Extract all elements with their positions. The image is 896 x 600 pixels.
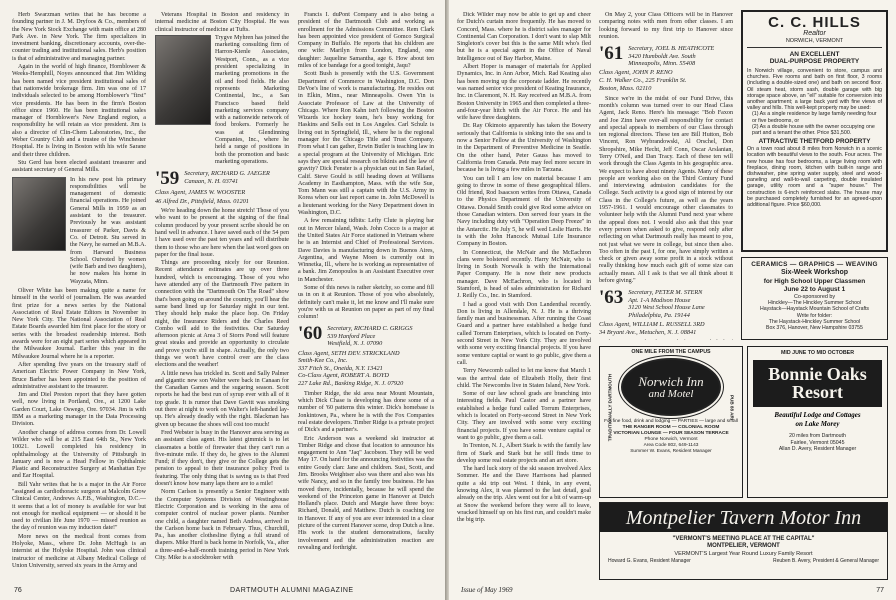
- paragraph: You can tell I am low on material because I am going to throw in some of these geographical fillers. Old friend, Rod Isaacson writes from Ottawa, Canada to the Physics Department of the University of Ottawa. Donald Smith could give Rod some advice on those Canadian winters. Don served four years in the Navy including duty with "Operation Deep Freeze" in the Antarctic. He July 5, he will wed Leslie Harris. He is with the John Hancock Mutual Life Insurance Company in Boston.: [457, 175, 591, 248]
- class-secretary-city: Philadelphia, Pa. 19144: [628, 311, 690, 319]
- class-year: '60: [298, 323, 323, 345]
- page-number-right: 77: [876, 587, 884, 594]
- paragraph: Veterans Hospital in Boston and residency in internal medicine at Boston City Hospital. He was clinical instructor of medicine at Tufts.: [155, 12, 289, 33]
- cc-hills-realtor-ad: [741, 10, 888, 252]
- ad-line: for High School Upper Classmen: [763, 277, 866, 285]
- class-secretary-city: Westfield, N. J. 07090: [327, 340, 383, 348]
- paragraph: Bill Yahr writes that he is a major in the Air Force "assigned as cardiothoracic surgeon at Malcolm Grow Clinical Center, Andrews A.F.B., Washington, D.C.—it seems that a lot of money is available for war but not enough for medical equipment — or should it be used to civilian life June 1970 — missed reunion as the day of reunion was my induction date!": [12, 481, 146, 532]
- ad-body: In Norwich village, convenient to store, campus and churches. Five rooms and bath on first floor, 3 rooms (including a double-sized one) and bath on second floor. Oil steam heat, storm sash, double garage with big storage space above, an "ell" suitable for conversion into another apartment; a large back yard with fine views of valley and hills. This well-kept property may be used:: [747, 68, 882, 112]
- paragraph: Since we're in the midst of our Fund Drive, this month's column was turned over to our Head Class Agent, Jack Reno. Here's his message: "Bob Faxon and Joe Zinn have over-all responsibility for contact and special appeals to members of our Class through ten regional directors. These ten are Bill Hutton, Bob Vincent, Ron Wybrandowski, Al Orschel, Don Shropshire, Mike Hecht, Jeff Conn, Oscar Arslanian, Terry O'Neil, and Dan Tracy. Each of these ten will work through the Class Agents in his geographic area. We expect to have about ninety Agents. Many of these people are working also on the Third Century Fund and interviewing admission candidates for the College. Such activity is a good sign of interest by our Class in the College's future, as well as the years 1957-1961. I would encourage other classmates to volunteer help with the Alumni Fund next year where the appeal does not. I would also ask that this year every person when asked to give, respond only after reflecting on what Dartmouth really has meant to you, not just what we were in college, but since then also. Too often in the past I, for one, have simply written a check or given away some profit in a stock without really thinking how much each gift of some size can actually mean. All I ask is that we all think about it before giving.": [599, 95, 733, 285]
- ad-headline: CERAMICS — GRAPHICS — WEAVING: [751, 261, 878, 268]
- class-heading-1963: [599, 289, 733, 319]
- paragraph: Oliver White has been making quite a name for himself in the world of journalism. He was awarded first prize for a news series by the National Association of Real Estate Editors in November in New York City. The National Association of Real Estate Boards awarded him first place for the story or series with the broadest readership interest. Both awards were for an eight part series which appeared in the Milwaukee Journal. Earlier this year in the Milwaukee Journal where he is a reporter.: [12, 287, 146, 360]
- paragraph: Norm Carlson is presently a Senior Engineer with the Computer Systems Division of Westinghouse Electric Corporation and is working in the area of computer control of nuclear power plants. Number one child, a daughter named Beth Andrea, arrived in the Carlson home back in February. Thus, Churchill, Pa., has another clothesline flying a full strand of diapers. Mike Hurd is back home in Norfolk, Va., after a three-and-a-half-month training period in New York City. Mike is a stockbroker with: [155, 489, 289, 561]
- ad-line: Howard G. Evans, Resident Manager: [608, 557, 691, 564]
- ceramics-workshop-ad: [741, 257, 888, 340]
- ad-option: (2) As a double house with the owner occupying one part and a tenant the other. Price $31,500.: [752, 123, 875, 137]
- paragraph: More news on the medical front comes from Holyoke, Mass., where Dr. John McHugh is an internist at the Holyoke Hospital. John was clinical instructor of medicine at Albany Medical College of Union University, served six years in the Army and: [12, 533, 146, 569]
- ad-dates: June 22 to August 1: [783, 285, 846, 293]
- class-agent: Class Agent, SETH DEV. STRICKLAND: [298, 349, 400, 357]
- paragraph: Terry Newcomb called to let me know that March 1 was the arrival date of Elizabeth Holly, their first child. The Newcombs live in Staten Island, New York.: [457, 368, 591, 389]
- paragraph: Francis I. duPont Company and is also being a president of the Dartmouth Club and working as enrollment for the Admissions Committee. Rem Clark has been appointed vice president of Gomco Surgical Company in Buffalo. He reports that his children are one wife: Marilyn from London, England, one daughter: Jaqueline Samantha, age 6. How about ten miles of ice bandage for a good tonight, Jaqu?: [298, 12, 434, 70]
- ad-line: Area Code 802, 649-1143: [643, 443, 699, 448]
- right-column-2: [599, 12, 733, 340]
- ad-line: Fairlee, Vermont 05045: [790, 439, 845, 446]
- class-agent-address: 34 Bryant Ave., Metuchen, N. J. 08841: [599, 329, 697, 337]
- bonnie-oaks-logo-box: [753, 360, 882, 407]
- paragraph: In Connecticut, the McNair and the McEachron clans were bolstered recently. Harry McNair, who is living in South Norwalk is with the International Paper Company. He is now their new products manager. Dave McEachron, who is located in Stamford, is head of sales administration for Richard J. Reilly Co., Inc. in Stamford.: [457, 249, 591, 300]
- running-footer: DARTMOUTH ALUMNI MAGAZINE: [230, 587, 354, 594]
- paragraph: In Trenton, N. J., Albert Stark is with the family law firm of Stark and Stark but he still finds time to develop some real estate projects and an art store.: [457, 443, 591, 464]
- montpelier-name-banner: [600, 503, 887, 532]
- left-column-1: [12, 12, 146, 577]
- class-secretary-address: Apt. 1-A Madison House: [628, 296, 691, 304]
- class-secretary: Secretary, RICHARD G. JAEGER: [184, 170, 270, 178]
- co-class-agent-address: 227 Lake Rd., Basking Ridge, N. J. 07920: [298, 380, 404, 388]
- page-number-left: 76: [14, 587, 22, 594]
- paragraph: Some of our law school grads are branching into interesting fields. Paul Castor and a partner have established a hedge fund called Torrum Enterprises, which is located on Forty-second Street in New York City. They are involved with some very exciting financial projects. If you have some venture capital or want to go public, give them a call.: [457, 391, 591, 441]
- paragraph: Another change of address comes from Dr. Lowell Wilder who will be at 215 East 64th St., New York 10021. Lowell completed his residency in ophthalmology at the University of Pittsburgh in January and is now a Head Fellow in Ophthalmic Plastic and Reconstructive Surgery at Manhattan Eye and Ear Hospital.: [12, 429, 146, 480]
- paragraph: Some of this news is rather sketchy, so come and fill us in on it at Reunion. Those of you who absolutely, definitely can't make it, let me know and I'll make sure you're with us at Reunion on paper as part of my final column!: [298, 284, 434, 321]
- ad-side-label: TRADITIONALLY DARTMOUTH: [607, 373, 613, 442]
- ad-line: "VERMONT'S MEETING PLACE AT THE CAPITAL": [672, 536, 815, 542]
- ad-line: Beautiful Lodge and Cottages: [774, 411, 861, 419]
- ad-line: The Haystack-Hinckley Summer School: [768, 318, 861, 325]
- class-agent: Class Agent, WILLIAM L. RUSSELL 3RD: [599, 320, 705, 328]
- paragraph: We're heading down the home stretch! Those of you who want to be present at the signing of the final column produced by your present scribe should be on hand well in advance. I have saved each of the 54 pen I have used over the past ten years and will distribute them to those who are here when the last word goes on paper for the final issue.: [155, 208, 289, 258]
- ad-heading: AN EXCELLENT: [789, 51, 840, 58]
- ad-line: VERMONT'S Largest Year Round Luxury Family Resort: [674, 550, 813, 557]
- class-year: '59: [155, 168, 180, 190]
- ad-location: NORWICH, VERMONT: [747, 38, 882, 48]
- bonnie-oaks-resort-ad: [747, 346, 888, 498]
- class-secretary-address: Canaan, N. H. 03741: [184, 177, 239, 185]
- class-heading-1961: [599, 45, 733, 67]
- ad-line: THE RANGER ROOM — COLONIAL ROOM: [622, 425, 720, 430]
- motor-inn-name: Montpelier Tavern Motor Inn: [625, 507, 862, 529]
- paragraph: I had a good visit with Don Landenthal recently. Don is living in Allendale, N. J. He is a thriving family man and businessman. After running the Coast Guard and a partner have established a hedge fund called Torrum Enterprises, which is located on Forty-second Street in New York City. They are involved with some very exciting financial projects. If you have some venture capital or want to go public, give them a call.: [457, 301, 591, 366]
- paragraph: Timber Ridge, the ski area near Mount Mountain, which Dick Chase is developing has done some of a number of '60 patterns this winter. Dick's homebase is Jonkintown, Pa., where he is with the Fox Companies real estate developers. Timber Ridge is a private project of Dick's and a partner's.: [298, 390, 434, 434]
- class-secretary: Secretary, PETER M. STERN: [628, 289, 703, 297]
- paragraph: Trygve Myhren has joined the marketing consulting firm of Harron-Kienle Associates, Westport, Conn., as a vice president specializing in marketing promotions in the oil and food fields. He also represents Marketing Continental, Inc., a San Francisco based field marketing services company with a nationwide network of food brokers. Formerly he was at Glendinning Companies, Inc., where he held a range of positions in both the promotion and basic marketing operations.: [215, 34, 289, 165]
- paragraph: Herb Swarzman writes that he has become a founding partner in J. M. Dryfoos & Co., members of the New York Stock Exchange with main office at 280 Park Ave. in New York. The firm specializes in investment banking, discretionary accounts, over-the-counter trading and institutional sales. Herb's position is that of administrative and managing partner.: [12, 12, 146, 62]
- ad-line: 20 miles from Dartmouth: [789, 433, 846, 439]
- ad-line: Co-sponsored by: [793, 293, 836, 300]
- paragraph: Stu Gerd has been elected assistant treasurer and assistant secretary of General Mills.: [12, 159, 146, 174]
- class-agent-address: 46 Alfred Dr., Pittsfield, Mass. 01201: [155, 197, 249, 205]
- ad-line: MONTPELIER, VERMONT: [707, 543, 780, 549]
- paragraph: Dr. Ray Okimoto apparently has taken the Bowery seriously that California is sinking into the sea and is now a Senior Fellow at the University of Washington in the Department of Preventive Medicine in Seattle. On the other hand, Peter Gauss has moved to California from Canada. Pete may feel more secure in because he is living a few miles in Tarzana.: [457, 123, 591, 174]
- paragraph: Dick Wilder may now be able to get up and cheer for Dutch's curtain more frequently. He has moved to Concord, Mass. where he is district sales manager for Continental Can Corporation. I don't want to slap Milt Singleton's cover but this is the same Milt who's fled but he is a special agent in the Office of Naval Intelligence out of Bay Harbor, Maine.: [457, 12, 591, 62]
- ad-top-line: ONE MILE FROM THE CAMPUS: [631, 349, 711, 355]
- ad-top-line: MID JUNE TO MID OCTOBER: [780, 350, 855, 356]
- class-secretary-address: 3420 Humboldt Ave. South: [628, 52, 696, 60]
- class-year: '63: [599, 287, 624, 309]
- co-class-agent: Co-Class Agent, ROBERT A. BOYD: [298, 371, 389, 379]
- inn-sign: [621, 358, 721, 416]
- ad-line: Phone Norwich, Vermont: [644, 437, 698, 442]
- paragraph: In his new post his primary responsibilities will be management of domestic financial operations. He joined General Mills in 1959 as an assistant to the treasurer. Previously he was assistant treasurer of Parker, Davis & Co. of Detroit. Stu served in the Navy, he earned an M.B.A. from Harvard Business School. Outvoted by women (wife Barb and two daughters), he now makes his home in Wayzata, Minn.: [70, 176, 146, 285]
- resort-name: Bonnie Oaks: [768, 364, 867, 384]
- class-agent: Class Agent, JAMES W. WOOSTER: [155, 189, 246, 197]
- class-secretary-address: 539 Hanford Place: [327, 332, 376, 340]
- paragraph: On May 2, your Class Officers will be in Hanover comparing notes with men from other classes. I am looking forward to my first trip to Hanover since reunion.: [599, 12, 733, 40]
- inn-name: Norwich Inn: [638, 373, 704, 389]
- ad-title: C. C. HILLS: [768, 14, 861, 31]
- ad-line: For fine food, drink and lodging — PARTIES — large and small: [604, 419, 738, 424]
- paragraph: A few remaining tidbits: Lefty Clute is playing bar out in Mercer Island, Wash. John Cocco is a major at the United States Air Force stationed in Vietnam where he is an Internist and Chief of Professional Services. Dave Davies is manufacturing down in Buenos Aires, Argentina, and Wayne Moen is currently out in Winnetka, Ill., where he is working as representative of a bank. Jim Zenopoulos is an Assistant Executive over in Manchester.: [298, 218, 434, 283]
- class-secretary-city: Minneapolis, Minn. 55408: [628, 60, 696, 67]
- paragraph: Things are proceeding nicely for our Reunion. Recent attendance estimates are up over three hundred, which is encouraging. Those of you who have attended any of the Dartmouth Five pattern in connection with the "Dartmouth On The Road" show that's been going on around the country, you'll hear the same band lined up for Saturday night in our tent. They should help make the place hop. On Friday night, the Insurance Riders and the Charles Reed Combo will add to the festivities. Our Saturday afternoon picnic at Area 3 of Storrs Pond will feature great steaks and provide an opportunity to circulate and prove you're still in shape. Actually, the only two things we won't have control over are the class elections and the weather!: [155, 260, 289, 369]
- paragraph: A little news has trickled in. Scott and Sally Palmer and gigantic new son Walter were back in Canaan for the Canadian Games and the sugaring season. Scott reports he had the best run of syrup ever with all of it top grade. It is rumor that Dave Gavitt was smoking out there at night to work on Walter's left-handed lay-up. He's already deadly with the right. Blackman has given up because the shoes will cost too much!: [155, 370, 289, 428]
- class-secretary: Secretary, JOEL B. HEATHCOTE: [628, 45, 715, 53]
- paragraph: Again in the world of high finance, Hornblower & Weeks-Hemphill, Noyes announced that Jim Wilding has been named vice president institutional sales of that nationwide brokerage firm. Jim was one of 17 individuals selected to be among Hornblower's "first" vice presidents. He has been in the firm's Boston office since 1960. He has been institutional sales manager of Hornblower's New England region, a responsibility he will retain as vice president. Jim is also a director of Clin-Chem Laboratories, Inc., the Weber Country Club and a trustee of the Winchester Hospital. He is living in Boston with his wife Sarane and their three children.: [12, 64, 146, 158]
- class-agent-company: Smith-Kee Co., Inc.: [298, 357, 348, 365]
- class-agent: Class Agent, JOHN P. RENO: [599, 69, 673, 77]
- class-agent-address: 337 Fitch St., Oneida, N.Y. 13421: [298, 364, 383, 372]
- class-heading-1960: [298, 325, 434, 347]
- ad-line: Write for folder:: [796, 312, 833, 319]
- ad-line: Hinckley—The Hinckley Summer School: [767, 300, 862, 306]
- ad-line: Summer W. Evans, Resident Manager: [630, 449, 712, 454]
- paragraph: After spending five years on the treasury staff of American Electric Power Company in New York, Bruce Barber has been appointed to the position of administrative assistant to the treasurer.: [12, 361, 146, 390]
- montpelier-tavern-ad: [599, 502, 888, 580]
- class-agent-city: Boston, Mass. 02110: [599, 85, 652, 93]
- ad-heading: ATTRACTIVE THETFORD PROPERTY: [758, 138, 871, 146]
- paragraph: Albert Hoper is manager of materials for Applied Dynamics, Inc. in Ann Arbor, Mich. Rad Keating also has been moving up the corporate ladder. He recently was named senior vice president of Keating Insurance, Inc. in Claremont, N. H. Ray received an M.B.A. from Boston University in 1965 and then completed a three-and-four-year hitch with the Air Force. He and his wife have three daughters.: [457, 64, 591, 122]
- inn-name: and Motel: [648, 387, 694, 400]
- ad-line: Reuben B. Avery, President & General Manager: [773, 557, 879, 564]
- class-year: '61: [599, 43, 624, 65]
- norwich-inn-ad: [599, 346, 743, 498]
- ad-line: on Lake Morey: [795, 420, 840, 428]
- left-column-3: [298, 12, 434, 577]
- ad-side-label: PUB 88 ARI: [729, 394, 735, 421]
- ad-line: Allan D. Avery, Resident Manager: [778, 446, 857, 452]
- ad-line: Box 376, Hanover, New Hampshire 03755: [766, 325, 863, 332]
- ad-body: On a town road about 8 miles from Norwich in a scenic location with beautiful views to the south. Four acres. The new house has four bedrooms, a large living room with fireplace, dining room, kitchen with built-in range and dishwasher, pine spring water supply, steel and wood-paneling and wall-to-wall carpeting, double insulated garage, utility room and a "super house." The construction is 6-inch reinforced slabs. The house may be purchased completely furnished for an agreed-upon additional figure. Price $60,000.: [747, 146, 882, 209]
- class-secretary-street: 3120 West School House Lane: [628, 304, 705, 312]
- class-secretary: Secretary, RICHARD C. GRIGGS: [327, 325, 413, 333]
- resort-name: Resort: [792, 382, 843, 402]
- paragraph: The hard luck story of the ski season involved Alex Sommer. He and the Dave Harrisons had planned quite a ski trip out West. I think, in any event, knowing Alex, it was planned to the last detail, goal already on the trip. Alex went out for a bit of warm-up at Snow the weekend before they were all to leave, wracked himself up on his first run, and couldn't make the big trip.: [457, 466, 591, 524]
- left-page: [0, 0, 445, 600]
- ad-line: VICTORIAN LOUNGE — FOUR SEASON TERRACE: [613, 431, 729, 436]
- class-agent-company: C. H. Walker Co., 225 Franklin St.: [599, 76, 687, 84]
- ad-subtitle: Realtor: [803, 30, 826, 37]
- issue-date: Issue of May 1969: [461, 586, 513, 594]
- paragraph: Fred Webster is busy in the Hanover area serving as an assistant class agent. His latest gimmick is to let classmates a bottle of firewater that they can't run a five-minute mile. If they do, he gives to the Alumni Fund; if they don't, they give or the College gets the pension to appeal to their insurance policy Fred is featuring. The only thing that is saving us is that Fred doesn't know how many laps there are to a mile!: [155, 429, 289, 488]
- ad-option: (1) As a single residence by large family needing four or five bedrooms, or: [752, 111, 877, 124]
- portrait-photo-trygve-myhren: [155, 35, 211, 125]
- right-column-1: [457, 12, 591, 577]
- paragraph: Jim and Diel Preston report that they have gotten well, now living in Portland, Ore., at 1200 Lake Garden Court, Lake Oswego, Ore. 97034. Jim is with IBM as a marketing manager in the Data Processing Division.: [12, 392, 146, 428]
- left-column-2: [155, 12, 289, 577]
- portrait-photo-stu-gerd: [12, 177, 66, 251]
- ad-line: Haystack—Haystack Mountain School of Crafts: [760, 306, 869, 313]
- class-heading-1959: [155, 168, 289, 190]
- ad-line: Six-Week Workshop: [780, 269, 849, 276]
- paragraph: Scott Bush is presently with the U.S. Government Department of Commerce in Washington, D.C. Don DeVoe's line of work is manufacturing. He resides out in Elkin, Minn., near Minneapolis. Owen Yin is Associate Professor of Law at the University of Chicago. Where Ron Kahn isn't following the Boston Wizards ice hockey team, he's busy working for Haskins and Sells out in Los Angeles. Carl Schulz is living out in Springfield, Ill., where he is the regional manager for the Chicago Title and Trust Company. From what I can gather, Erwin Butler is teaching law in a special program at the University of Michigan. Eric says they are special research on bikinis and the law of gravity? Dick Fenster is a physician out in San Rafael, Calif. Steve Gould is still heading down at Williams Academy in Easthampton, Mass. with the wife Sue, Tom Mann was still a captain with the U.S. Army in Korea when our last report came in. John McDowell is a lieutenant working for the Navy Department down in Washington, D.C.: [298, 71, 434, 217]
- paragraph: Eric Anderson was a weekend ski instructor at Timber Ridge and chose that location to announce his engagement to Ann "Jaq" Jacobson. They will be wed May 17. On hand for the announcing festivities was the entire Goudy clan: Jane and children. Susi, Scott, and Jim. Brooks Weightser also was there and also was his wife Nancy, and so in the family tree business. He has moved there, incidentally, because he will spend the weekend of the Princeton game in Hanover at Dutch Holland's place. Dutch and Margie have three boys: Richard, Donald, and Matthew. Dutch is coaching ice in Hanover. If any of you are ever interested in a clear picture of the current Hanover scene, drop Dutch a line. His work is the student demonstrations, faculty involvement and the administration reaction are revealing and forthright.: [298, 435, 434, 551]
- right-page: [449, 0, 896, 600]
- ad-heading: DUAL-PURPOSE PROPERTY: [769, 58, 860, 65]
